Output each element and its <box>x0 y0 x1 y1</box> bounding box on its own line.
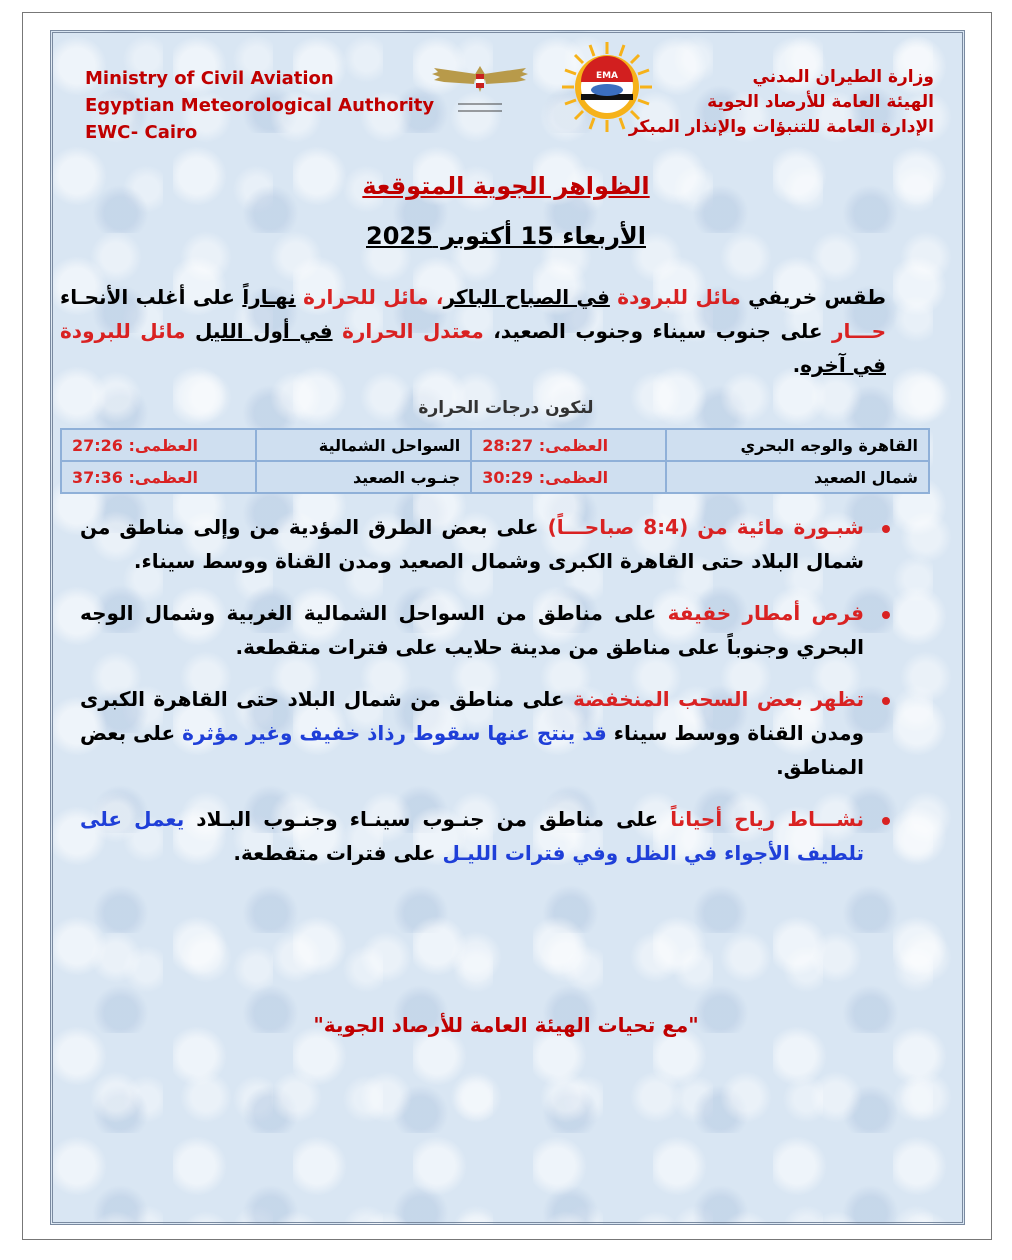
max-value: 30:29 <box>482 467 534 487</box>
intro-text: طقس خريفي <box>740 285 886 309</box>
closing-greeting: "مع تحيات الهيئة العامة للأرصاد الجوية" <box>313 1013 699 1037</box>
intro-text: على جنوب سيناء وجنوب الصعيد، <box>483 319 833 343</box>
intro-highlight: مائل للبرودة <box>60 319 186 343</box>
intro-underlined: نهـاراً <box>242 285 296 309</box>
intro-highlight: ، مائل للحرارة <box>295 285 444 309</box>
intro-underlined: في آخره <box>800 353 886 377</box>
intro-highlight: معتدل الحرارة <box>342 319 484 343</box>
intro-text: على أغلب الأنحـاء <box>60 285 243 309</box>
intro-underlined: في أول الليل <box>195 319 333 343</box>
intro-text <box>186 319 196 343</box>
phenomena-list <box>80 510 892 888</box>
civil-aviation-eagle-logo <box>430 58 530 118</box>
header-en-line-1: Ministry of Civil Aviation <box>85 68 334 89</box>
intro-text <box>333 319 343 343</box>
list-item <box>80 802 892 870</box>
list-item <box>80 510 892 578</box>
intro-text: . <box>792 353 801 377</box>
phenomenon-text: على فترات متقطعة. <box>233 841 443 865</box>
max-value: 37:36 <box>72 467 123 487</box>
table-row <box>61 429 929 461</box>
max-temp <box>471 461 666 493</box>
region-name: شمال الصعيد <box>666 461 929 493</box>
phenomenon-title: فرص أمطار خفيفة <box>667 601 864 625</box>
phenomenon-text: على بعض الطرق المؤدية من وإلى مناطق من شمال البلاد حتى القاهرة الكبرى وشمال الصعيد ومدن القناة ووسط سيناء. <box>80 515 864 573</box>
phenomenon-title: تظهر بعض السحب المنخفضة <box>573 687 864 711</box>
region-name: القاهرة والوجه البحري <box>666 429 929 461</box>
header-ar-line-2: الهيئة العامة للأرصاد الجوية <box>707 92 934 112</box>
phenomenon-text: على مناطق من جنـوب سينـاء وجنـوب البـلاد <box>184 807 671 831</box>
max-value: 27:26 <box>72 435 123 455</box>
page-title: الظواهر الجوية المتوقعة <box>362 172 650 200</box>
header-ar-line-3: الإدارة العامة للتنبؤات والإنذار المبكر <box>628 117 934 137</box>
temperature-caption: لتكون درجات الحرارة <box>418 398 594 418</box>
intro-highlight: مائل للبرودة <box>617 285 741 309</box>
max-label: العظمى: <box>128 435 198 455</box>
intro-underlined: في الصباح الباكر <box>443 285 610 309</box>
max-label: العظمى: <box>538 435 609 455</box>
phenomenon-note: يعمل على تلطيف الأجواء في الظل وفي فترات الليـل <box>80 807 864 865</box>
region-name: السواحل الشمالية <box>256 429 471 461</box>
header-ar-line-1: وزارة الطيران المدني <box>752 67 934 87</box>
phenomenon-title: نشـــاط رياح أحياناً <box>670 807 864 831</box>
phenomenon-text: على بعض المناطق. <box>80 721 864 779</box>
ema-logo-text: EMA <box>595 71 619 81</box>
max-label: العظمى: <box>128 467 198 487</box>
temperature-table <box>60 428 930 494</box>
header-english <box>85 65 434 146</box>
max-temp <box>471 429 666 461</box>
list-item <box>80 596 892 664</box>
list-item <box>80 682 892 784</box>
max-value: 28:27 <box>482 435 534 455</box>
region-name: جنـوب الصعيد <box>256 461 471 493</box>
max-temp <box>61 461 256 493</box>
max-temp <box>61 429 256 461</box>
header-en-line-2: Egyptian Meteorological Authority <box>85 95 435 116</box>
ema-logo <box>562 42 652 132</box>
phenomenon-note: قد ينتج عنها سقوط رذاذ خفيف وغير مؤثرة <box>182 721 607 745</box>
table-row <box>61 461 929 493</box>
max-label: العظمى: <box>538 467 609 487</box>
phenomenon-text: على مناطق من شمال البلاد حتى القاهرة الكبرى ومدن القناة ووسط سيناء <box>80 687 864 745</box>
phenomenon-text: على مناطق من السواحل الشمالية الغربية وشمال الوجه البحري وجنوباً على مناطق من مدينة حلايب على فترات متقطعة. <box>80 601 864 659</box>
header-en-line-3: EWC- Cairo <box>85 122 198 143</box>
bulletin-date: الأربعاء 15 أكتوبر 2025 <box>366 222 646 250</box>
intro-highlight: حـــار <box>832 319 886 343</box>
header-arabic <box>629 65 934 140</box>
phenomenon-title: شبـورة مائية من (8:4 صباحـــاً) <box>547 515 864 539</box>
intro-paragraph <box>60 280 886 382</box>
